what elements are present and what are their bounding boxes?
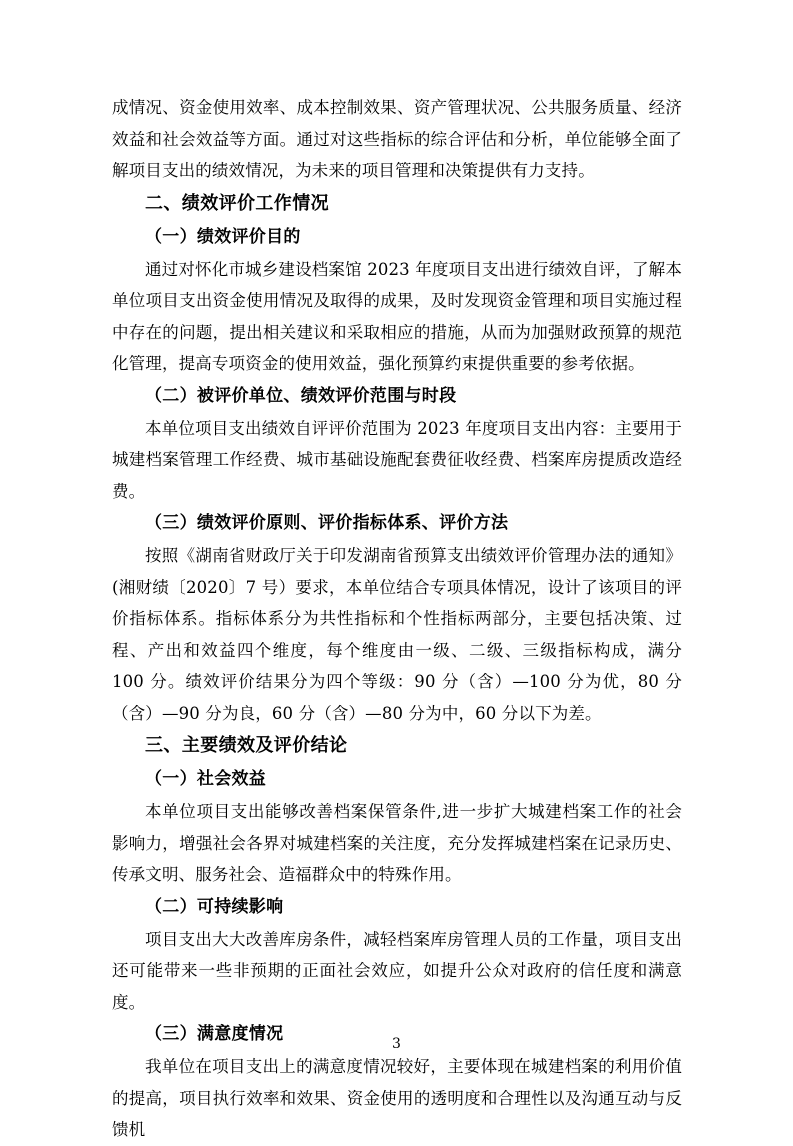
subsection-heading-2-3: （三）绩效评价原则、评价指标体系、评价方法	[145, 513, 509, 533]
paragraph-satisfaction: 我单位在项目支出上的满意度情况较好，主要体现在城建档案的利用价值的提高，项目执行效率和效果、资金使用的透明度和合理性以及沟通互动与反馈机	[112, 1057, 682, 1139]
subsection-heading-3-2: （二）可持续影响	[145, 896, 284, 917]
subsection-heading-3-1: （一）社会效益	[145, 769, 267, 789]
paragraph-continuation: 成情况、资金使用效率、成本控制效果、资产管理状况、公共服务质量、经济效益和社会效益等方面。通过对这些指标的综合评估和分析，单位能够全面了解项目支出的绩效情况，为未来的项目管理和决策提供有力支持。	[112, 98, 682, 180]
page-number: 3	[392, 1036, 401, 1052]
paragraph-evaluation-scope: 本单位项目支出绩效自评评价范围为 2023 年度项目支出内容：主要用于城建档案管理工作经费、城市基础设施配套费征收经费、档案库房提质改造经费。	[112, 418, 682, 501]
subsection-heading-2-2: （二）被评价单位、绩效评价范围与时段	[145, 385, 457, 406]
paragraph-social-benefit: 本单位项目支出能够改善档案保管条件,进一步扩大城建档案工作的社会影响力，增强社会各界对城建档案的关注度，充分发挥城建档案在记录历史、传承文明、服务社会、造福群众中的特殊作用。	[112, 802, 682, 884]
subsection-heading-2-1: （一）绩效评价目的	[145, 226, 301, 247]
paragraph-sustainable-impact: 项目支出大大改善库房条件，减轻档案库房管理人员的工作量，项目支出还可能带来一些非预期的正面社会效应，如提升公众对政府的信任度和满意度。	[112, 929, 682, 1012]
paragraph-evaluation-purpose: 通过对怀化市城乡建设档案馆 2023 年度项目支出进行绩效自评，了解本单位项目支出资金使用情况及取得的成果，及时发现资金管理和项目实施过程中存在的问题，提出相关建议和采取相应的措施，从而为加强财政预算的规范化管理，提高专项资金的使用效益，强化预算约束提供重要的参考依据。	[112, 259, 682, 373]
section-heading-2: 二、绩效评价工作情况	[145, 192, 329, 214]
section-heading-3: 三、主要绩效及评价结论	[145, 735, 348, 756]
paragraph-evaluation-principles: 按照《湖南省财政厅关于印发湖南省预算支出绩效评价管理办法的通知》(湘财绩〔2020〕7 号）要求，本单位结合专项具体情况，设计了该项目的评价指标体系。指标体系分为共性指标和个性指标两部分，主要包括决策、过程、产出和效益四个维度，每个维度由一级、二级、三级指标构成，满分 100 分。绩效评价结果分为四个等级：90 分（含）—100 分为优，80 分（含）—90 分为良，60 分（含）—80 分为中，60 分以下为差。	[112, 546, 682, 723]
subsection-heading-3-3: （三）满意度情况	[145, 1024, 284, 1044]
page-body	[112, 92, 682, 1146]
